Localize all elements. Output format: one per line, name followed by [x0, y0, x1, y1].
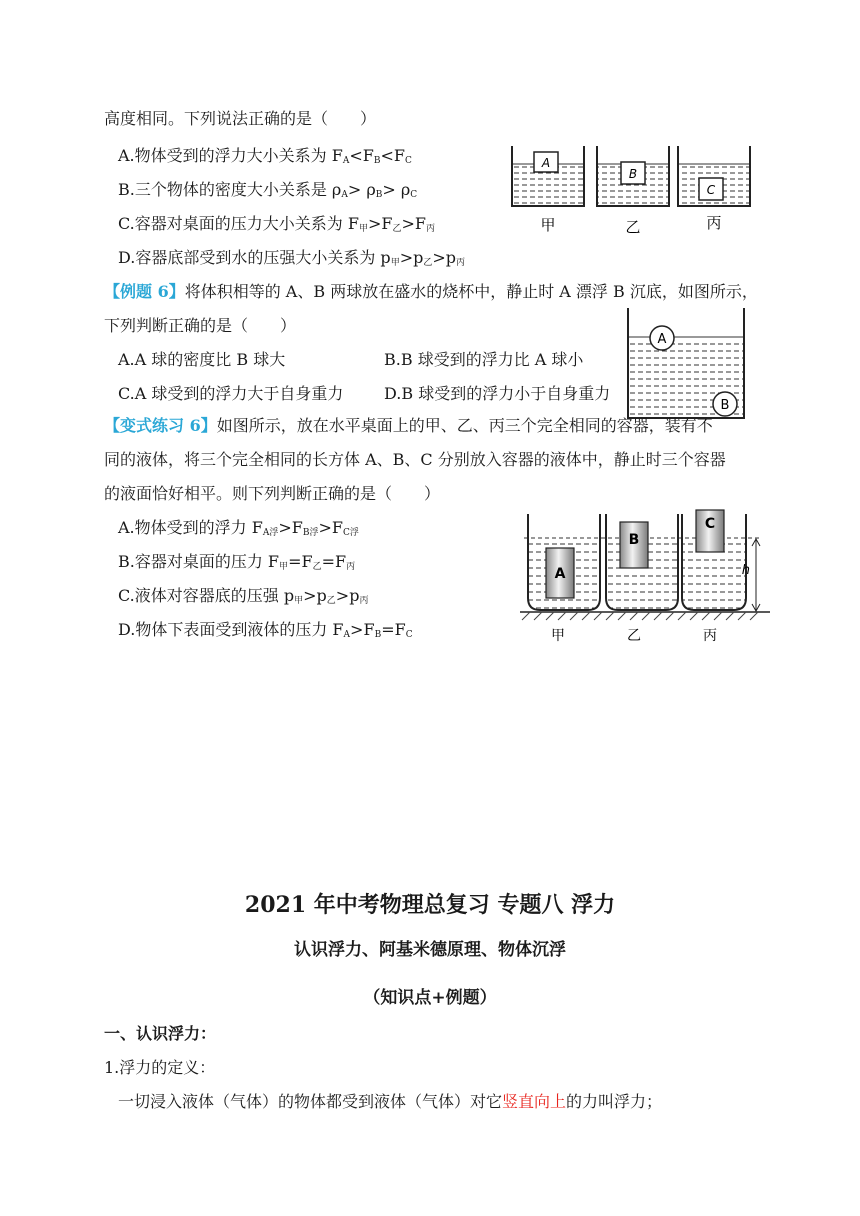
- var6-tag: 【变式练习 6】: [104, 416, 217, 435]
- q5-option-d: D.容器底部受到水的压强大小关系为 $p_甲>p_乙>p_丙$: [118, 248, 466, 268]
- svg-text:B: B: [720, 398, 730, 413]
- label-jia: 甲: [551, 628, 565, 644]
- svg-text:h: h: [741, 563, 750, 578]
- ex6-option-a: A.A 球的密度比 B 球大: [118, 350, 286, 369]
- heading-1: 一、认识浮力：: [104, 1024, 217, 1043]
- svg-text:B: B: [628, 532, 640, 548]
- q5-stem: 高度相同。下列说法正确的是（ ）: [104, 109, 377, 128]
- highlight-vertical-up: 竖直向上: [502, 1092, 567, 1111]
- q5-option-c: C.容器对桌面的压力大小关系为 $F_甲>F_乙>F_丙$: [118, 214, 436, 234]
- q5-beakers-figure: [506, 140, 756, 236]
- svg-text:A: A: [657, 332, 667, 347]
- var6-option-a: A.物体受到的浮力 $F_{A浮}>F_{B浮}>F_{C浮}$: [118, 518, 359, 538]
- section-subtitle: 认识浮力、阿基米德原理、物体沉浮: [294, 940, 566, 960]
- beaker-yi: [597, 146, 669, 206]
- item-1: 1.浮力的定义：: [104, 1058, 216, 1077]
- ex6-stem-line1: 【例题 6】将体积相等的 A、B 两球放在盛水的烧杯中，静止时 A 漂浮 B 沉底，如图所示，: [104, 282, 758, 301]
- ex6-beaker-figure: [622, 306, 752, 424]
- q5-option-b: B.三个物体的密度大小关系是 $\rho_A> \rho_B> \rho_C$: [118, 180, 418, 200]
- ex6-option-b: B.B 球受到的浮力比 A 球小: [384, 350, 584, 369]
- section-note: （知识点+例题）: [363, 988, 497, 1008]
- var6-containers-figure: [520, 508, 770, 648]
- definition-text: 一切浸入液体（气体）的物体都受到液体（气体）对它竖直向上的力叫浮力；: [118, 1092, 663, 1111]
- svg-text:C: C: [706, 183, 716, 197]
- var6-option-b: B.容器对桌面的压力 $F_甲=F_乙=F_丙$: [118, 552, 356, 572]
- svg-text:B: B: [628, 167, 638, 181]
- svg-text:C: C: [704, 516, 716, 532]
- svg-text:A: A: [541, 156, 551, 170]
- ex6-option-c: C.A 球受到的浮力大于自身重力: [118, 384, 344, 403]
- svg-text:A: A: [554, 566, 566, 582]
- label-bing: 丙: [703, 628, 717, 644]
- section-title: 2021 年中考物理总复习 专题八 浮力: [244, 892, 616, 918]
- var6-option-d: D.物体下表面受到液体的压力 $F_A>F_B=F_C$: [118, 620, 413, 640]
- label-yi: 乙: [627, 628, 641, 644]
- container-bing: [682, 510, 746, 610]
- container-jia: [528, 514, 600, 610]
- q5-option-a: A.物体受到的浮力大小关系为 $F_A<F_B<F_C$: [118, 146, 412, 166]
- container-yi: [606, 514, 678, 610]
- var6-option-c: C.液体对容器底的压强 $p_甲>p_乙>p_丙$: [118, 586, 369, 606]
- beaker-jia: [512, 146, 584, 206]
- ex6-option-d: D.B 球受到的浮力小于自身重力: [384, 384, 611, 403]
- beaker-bing: [678, 146, 750, 206]
- ex6-stem-line2: 下列判断正确的是（ ）: [104, 316, 297, 335]
- label-jia: 甲: [540, 216, 556, 234]
- label-bing: 丙: [706, 214, 722, 232]
- var6-stem-line1: 【变式练习 6】如图所示，放在水平桌面上的甲、乙、丙三个完全相同的容器，装有不: [104, 416, 713, 435]
- var6-stem-line2: 同的液体，将三个完全相同的长方体 A、B、C 分别放入容器的液体中，静止时三个容器: [104, 450, 726, 469]
- label-yi: 乙: [625, 218, 641, 236]
- var6-stem-line3: 的液面恰好相平。则下列判断正确的是（ ）: [104, 484, 441, 503]
- ex6-tag: 【例题 6】: [104, 282, 185, 301]
